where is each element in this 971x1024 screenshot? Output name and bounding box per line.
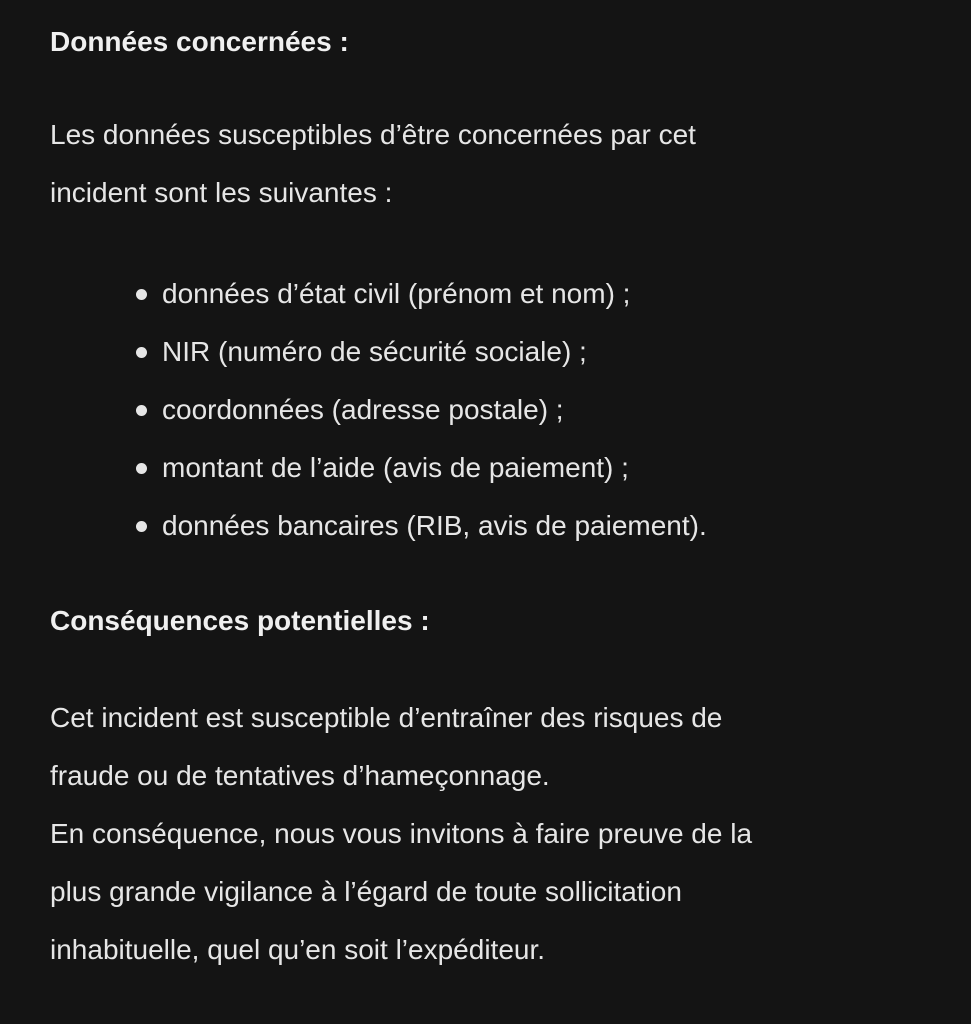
intro-paragraph (50, 106, 930, 222)
paragraph-line: En conséquence, nous vous invitons à faire preuve de la (50, 818, 753, 849)
list-item (50, 323, 707, 381)
list-item-text: montant de l’aide (avis de paiement) ; (162, 452, 629, 483)
bullet-dot-icon (136, 347, 147, 358)
list-item (50, 265, 707, 323)
intro-line: incident sont les suivantes : (50, 177, 393, 208)
paragraph-line: fraude ou de tentatives d’hameçonnage. (50, 760, 550, 791)
data-list (50, 265, 707, 555)
bullet-dot-icon (136, 289, 147, 300)
heading-donnees-concernees: Données concernées : (50, 26, 349, 57)
paragraph-line: plus grande vigilance à l’égard de toute sollicitation (50, 876, 682, 907)
bullet-dot-icon (136, 521, 147, 532)
list-item-text: NIR (numéro de sécurité sociale) ; (162, 336, 587, 367)
list-item-text: données bancaires (RIB, avis de paiement). (162, 510, 707, 541)
paragraph-line: Cet incident est susceptible d’entraîner des risques de (50, 702, 723, 733)
paragraph-line: inhabituelle, quel qu’en soit l’expéditeur. (50, 934, 546, 965)
bullet-dot-icon (136, 463, 147, 474)
list-item-text: données d’état civil (prénom et nom) ; (162, 278, 631, 309)
heading-consequences-potentielles: Conséquences potentielles : (50, 605, 430, 636)
list-item (50, 439, 707, 497)
list-item (50, 497, 707, 555)
list-item (50, 381, 707, 439)
bullet-dot-icon (136, 405, 147, 416)
list-item-text: coordonnées (adresse postale) ; (162, 394, 564, 425)
consequences-paragraph (50, 689, 930, 979)
intro-line: Les données susceptibles d’être concernées par cet (50, 119, 696, 150)
